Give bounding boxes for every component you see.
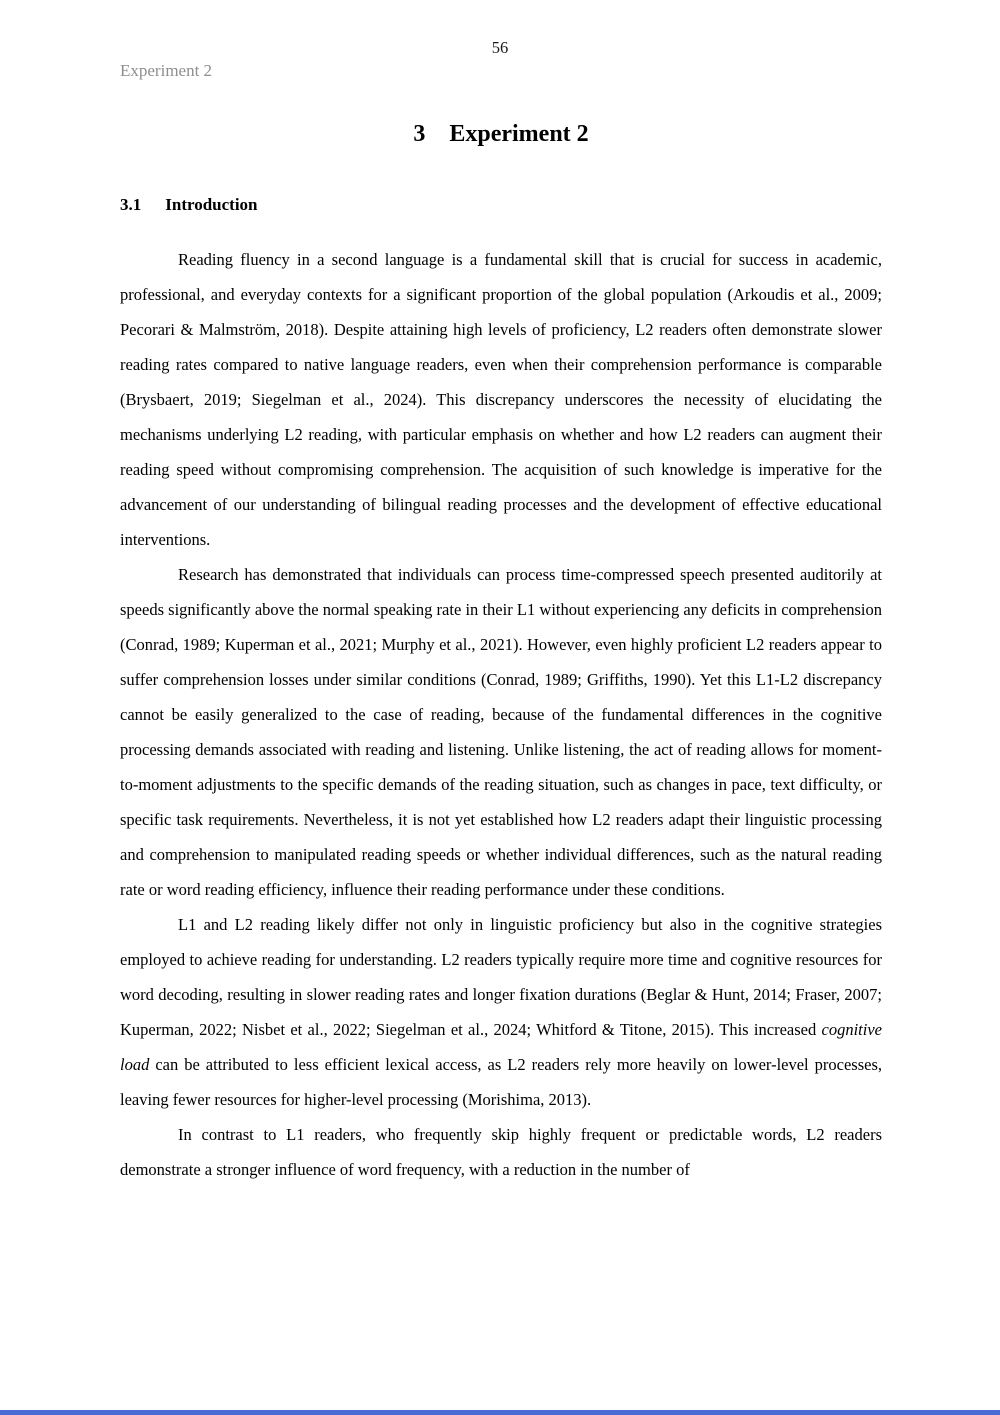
section-number: 3.1 — [120, 195, 142, 214]
section-title-text: Introduction — [165, 195, 258, 214]
paragraph-3-italic-term: cognitive load — [120, 1020, 882, 1074]
paragraph-3-post: can be attributed to less efficient lexical access, as L2 readers rely more heavily on lower-level processes, leaving fewer resources for higher-level processing (Morishima, 2013). — [120, 1055, 882, 1109]
paragraph-3-pre: L1 and L2 reading likely differ not only in linguistic proficiency but also in the cognitive strategies employed to achieve reading for understanding. L2 readers typically require more time and cognitive resources for word decoding, resulting in slower reading rates and longer fixation durations (Beglar & Hunt, 2014; Fraser, 2007; Kuperman, 2022; Nisbet et al., 2022; Siegelman et al., 2024; Whitford & Titone, 2015). This increased — [120, 915, 882, 1039]
running-header: Experiment 2 — [120, 61, 213, 80]
section-heading — [120, 194, 882, 216]
chapter-number: 3 — [413, 121, 426, 147]
page-content — [120, 118, 882, 1187]
chapter-title-text: Experiment 2 — [449, 121, 589, 147]
paragraph-4: In contrast to L1 readers, who frequently skip highly frequent or predictable words, L2 readers demonstrate a stronger influence of word frequency, with a reduction in the number of — [120, 1125, 882, 1179]
chapter-title — [120, 118, 882, 150]
window-bottom-edge — [0, 1410, 1000, 1415]
paragraph-3 — [120, 907, 882, 1117]
page-number: 56 — [491, 38, 509, 57]
paragraph-2: Research has demonstrated that individuals can process time-compressed speech presented auditorily at speeds significantly above the normal speaking rate in their L1 without experiencing any deficits in comprehension (Conrad, 1989; Kuperman et al., 2021; Murphy et al., 2021). However, even highly proficient L2 readers appear to suffer comprehension losses under similar conditions (Conrad, 1989; Griffiths, 1990). Yet this L1-L2 discrepancy cannot be easily generalized to the case of reading, because of the fundamental differences in the cognitive processing demands associated with reading and listening. Unlike listening, the act of reading allows for moment-to-moment adjustments to the specific demands of the reading situation, such as changes in pace, text difficulty, or specific task requirements. Nevertheless, it is not yet established how L2 readers adapt their linguistic processing and comprehension to manipulated reading speeds or whether individual differences, such as the natural reading rate or word reading efficiency, influence their reading performance under these conditions. — [120, 565, 882, 899]
paragraph-1: Reading fluency in a second language is a fundamental skill that is crucial for success in academic, professional, and everyday contexts for a significant proportion of the global population (Arkoudis et al., 2009; Pecorari & Malmström, 2018). Despite attaining high levels of proficiency, L2 readers often demonstrate slower reading rates compared to native language readers, even when their comprehension performance is comparable (Brysbaert, 2019; Siegelman et al., 2024). This discrepancy underscores the necessity of elucidating the mechanisms underlying L2 reading, with particular emphasis on whether and how L2 readers can augment their reading speed without compromising comprehension. The acquisition of such knowledge is imperative for the advancement of our understanding of bilingual reading processes and the development of effective educational interventions. — [120, 250, 882, 549]
